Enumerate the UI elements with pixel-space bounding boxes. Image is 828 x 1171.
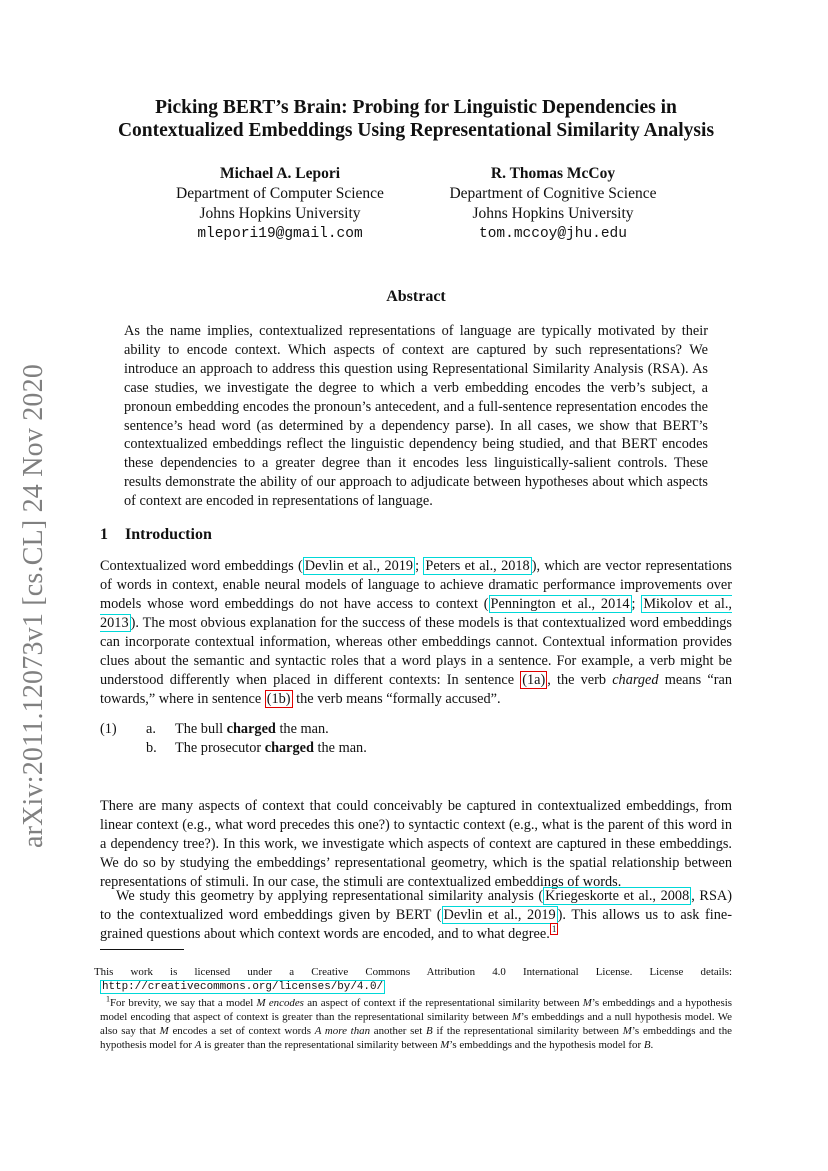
abstract-heading: Abstract	[386, 288, 446, 305]
text-run: The bull	[175, 721, 227, 737]
text-run: .	[650, 1039, 654, 1051]
intro-paragraph	[100, 887, 732, 944]
text-run: ), which are vector representations of words in context, enable neural models of language to achieve dramatic performance improvements over models whose word embeddings do not have access to context (	[100, 558, 732, 612]
math-var: A	[314, 1025, 322, 1037]
emphasis: encodes	[265, 997, 304, 1009]
math-var: M	[159, 1025, 169, 1037]
math-var: B	[426, 1025, 433, 1037]
footnote-divider	[100, 949, 184, 950]
text-run: The prosecutor	[175, 740, 265, 756]
citation-link[interactable]: Pennington et al., 2014	[490, 596, 630, 612]
text-run: We study this geometry by applying representational similarity analysis (	[116, 888, 544, 904]
author-email[interactable]: tom.mccoy@jhu.edu	[479, 226, 627, 242]
text-run: This work is licensed under a Creative Commons Attribution 4.0 International License. License details:	[94, 966, 732, 978]
section-title: Introduction	[125, 526, 212, 543]
author-email[interactable]: mlepori19@gmail.com	[197, 226, 363, 242]
example-ref-link[interactable]: (1a)	[522, 672, 546, 688]
text-run: ;	[631, 596, 642, 612]
example-number: (1)	[100, 721, 117, 737]
abstract-text: As the name implies, contextualized representations of language are typically motivated by their ability to encode context. Which aspects of context are captured by such representations? We introduce an approach to address this question using Representational Similarity Analysis (RSA). As case studies, we investigate the degree to which a verb embedding encodes the verb’s subject, a pronoun embedding encodes the pronoun’s antecedent, and a full-sentence representation encodes the sentence’s head word (as determined by a dependency parse). In all cases, we show that BERT’s contextualized embeddings reflect the linguistic dependency being studied, and that BERT encodes these dependencies to a greater degree than it encodes less linguistically-salient controls. These results demonstrate the ability of our approach to adjudicate between hypotheses about which aspects of context are encoded in representations of language.	[124, 323, 708, 510]
math-var: M	[582, 997, 592, 1009]
arxiv-sidebar-stamp	[14, 356, 54, 856]
text-run: ’s embeddings and a null hypothesis model. We also say that	[100, 1011, 732, 1037]
example-sentence	[175, 739, 367, 758]
arxiv-id: arXiv:2011.12073v1 [cs.CL] 24 Nov 2020	[18, 363, 49, 849]
footnote-mark: 1	[106, 994, 110, 1004]
text-run: ’s embeddings and a hypothesis model encoding that aspect of context is greater than the representational similarity between	[100, 997, 732, 1023]
section-heading	[100, 526, 212, 544]
text-run: if the representational similarity between	[432, 1025, 623, 1037]
author-university: Johns Hopkins University	[472, 205, 634, 222]
text-run: ). This allows us to ask fine-grained questions about which context words are encoded, and to what degree.	[100, 907, 733, 942]
text-run: , the verb	[547, 672, 613, 688]
paper-title	[100, 96, 732, 142]
section-number: 1	[100, 526, 108, 543]
text-run: ’s embeddings and the hypothesis model for	[449, 1039, 644, 1051]
example-ref-link[interactable]: (1b)	[266, 691, 291, 707]
intro-paragraph: There are many aspects of context that could conceivably be captured in contextualized embeddings, from linear context (e.g., what word precedes this one?) to syntactic context (e.g., what is the parent of this word in a dependency tree?). In this work, we investigate which aspects of context are captured in these embeddings. We do so by studying the embeddings’ representational geometry, which is the spatial relationship between representations of stimuli. In our case, the stimuli are contextualized embeddings of words.	[100, 798, 732, 890]
author-department: Department of Cognitive Science	[449, 185, 657, 202]
text-run: an aspect of context if the representational similarity between	[303, 997, 583, 1009]
text-run: ;	[415, 558, 424, 574]
citation-link[interactable]: Devlin et al., 2019	[443, 907, 556, 923]
math-var: M	[440, 1039, 450, 1051]
author-name: Michael A. Lepori	[219, 165, 341, 182]
text-run: the man.	[313, 740, 367, 756]
text-run: ). The most obvious explanation for the success of these models is that contextualized word embeddings can incorporate contextual information, whereas other embeddings cannot. Contextual information provides clues about the semantic and syntactic roles that a word plays in a sentence. For example, a verb might be understood differently when placed in different contexts: In sentence	[100, 615, 732, 688]
text-run: , RSA) to the contextualized word embeddings given by BERT (	[100, 888, 732, 923]
math-var: M	[511, 1011, 521, 1023]
text-run: ’s embeddings and the hypothesis model for	[100, 1025, 732, 1051]
footnote-1	[100, 996, 732, 1052]
citation-link[interactable]: Peters et al., 2018	[425, 558, 530, 574]
example-sentence	[175, 720, 329, 739]
author-block	[160, 164, 400, 244]
text-run: means “ran towards,” where in sentence	[100, 672, 732, 707]
text-run: is greater than the representational similarity between	[201, 1039, 441, 1051]
emphasis: charged	[612, 672, 659, 688]
math-var: M	[256, 997, 266, 1009]
text-run: the verb means “formally accused”.	[292, 691, 501, 707]
example-letter: b.	[146, 740, 157, 756]
citation-link[interactable]: Devlin et al., 2019	[304, 558, 414, 574]
footnote-marker-link[interactable]: 1	[551, 924, 557, 935]
author-university: Johns Hopkins University	[199, 205, 361, 222]
intro-paragraph	[100, 557, 732, 709]
author-department: Department of Computer Science	[176, 185, 384, 202]
text-run: Contextualized word embeddings (	[100, 558, 303, 574]
license-url-link[interactable]: http://creativecommons.org/licenses/by/4.0/	[102, 981, 384, 993]
citation-link[interactable]: Mikolov et al., 2013	[100, 596, 733, 631]
footnotes	[94, 965, 732, 1052]
license-note	[94, 965, 732, 994]
math-var: M	[622, 1025, 632, 1037]
math-var: B	[643, 1039, 651, 1051]
text-run: the man.	[275, 721, 329, 737]
citation-link[interactable]: Kriegeskorte et al., 2008	[545, 888, 690, 904]
emphasis: more than	[321, 1025, 371, 1037]
text-run: encodes a set of context words	[168, 1025, 315, 1037]
bold-word: charged	[226, 721, 276, 737]
title-line-2: Contextualized Embeddings Using Representational Similarity Analysis	[117, 120, 715, 141]
text-run: For brevity, we say that a model	[110, 997, 257, 1009]
author-block	[428, 164, 678, 244]
example-letter: a.	[146, 721, 156, 737]
text-run: another set	[370, 1025, 427, 1037]
bold-word: charged	[264, 740, 314, 756]
author-name: R. Thomas McCoy	[490, 165, 616, 182]
math-var: A	[194, 1039, 202, 1051]
title-line-1: Picking BERT’s Brain: Probing for Linguistic Dependencies in	[155, 97, 677, 118]
